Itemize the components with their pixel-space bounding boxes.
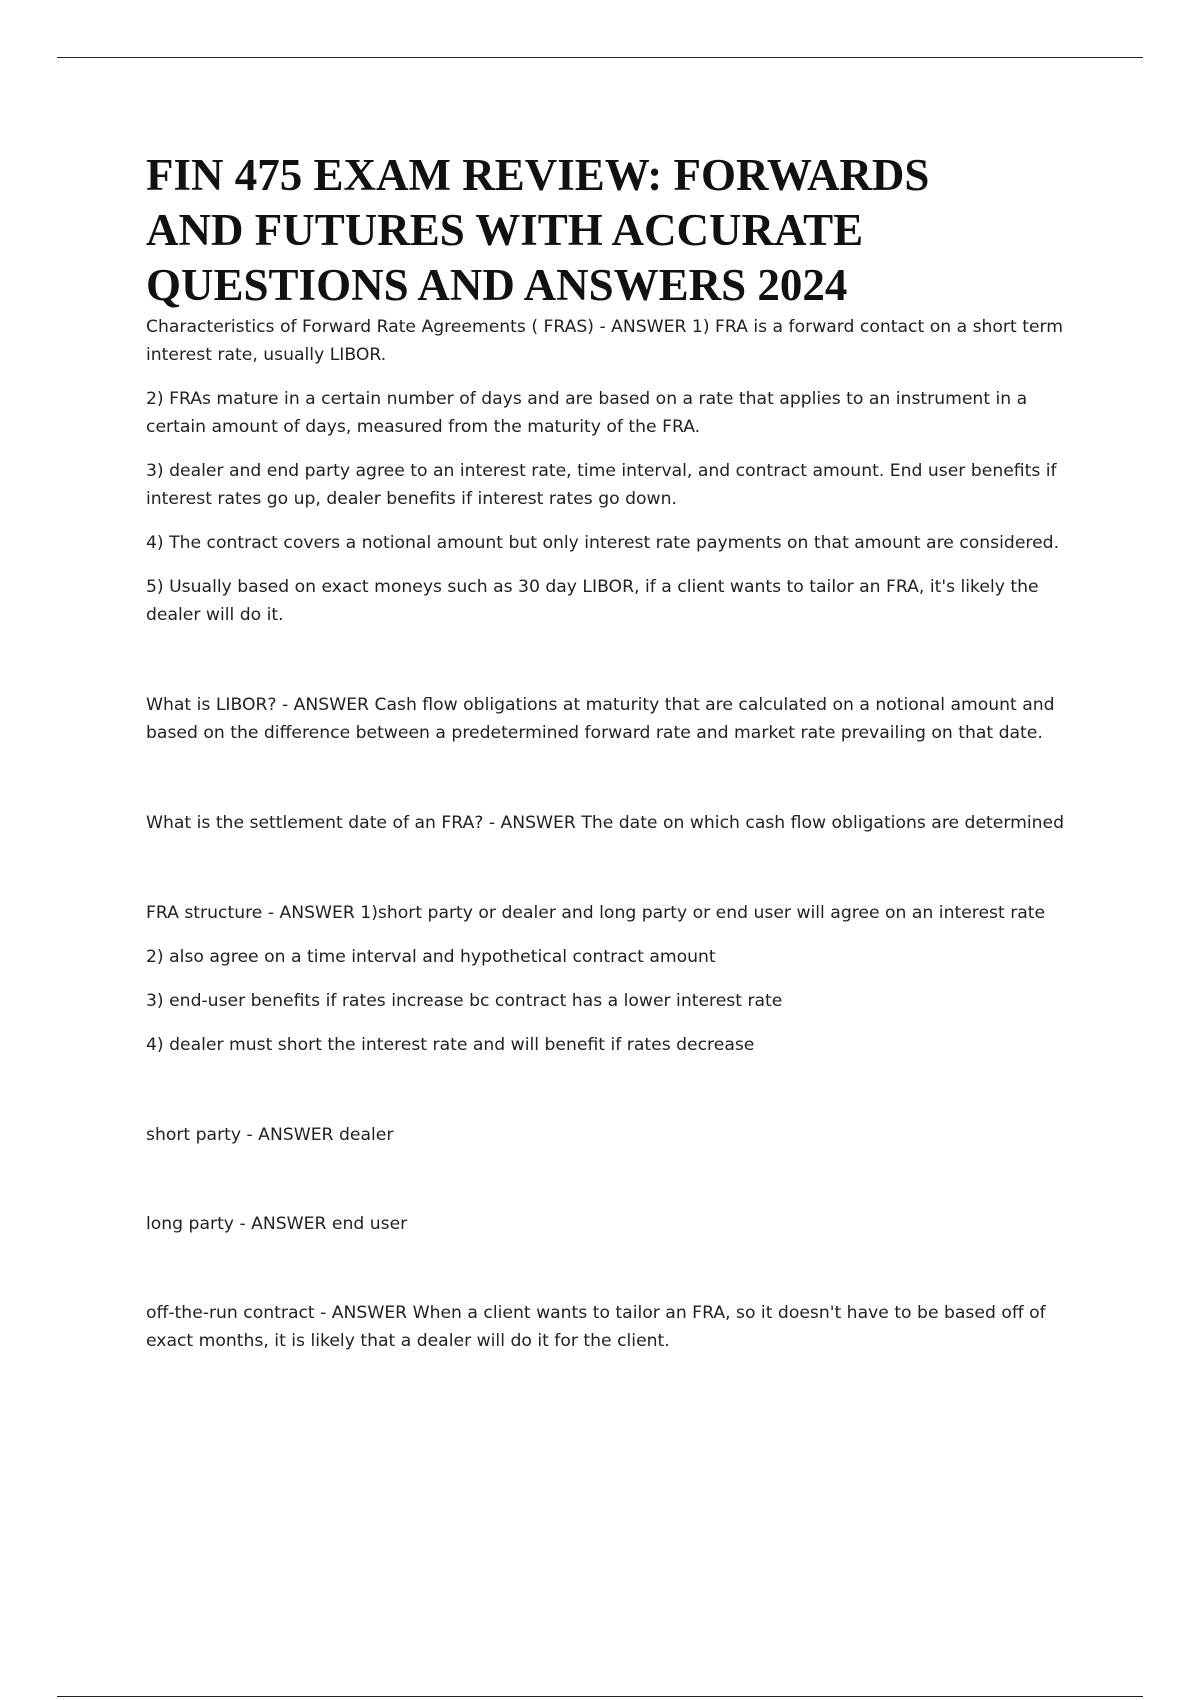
qa-fra-characteristics-3: 3) dealer and end party agree to an interest rate, time interval, and contract amount. End user benefits if interest rates go up, dealer benefits if interest rates go down. xyxy=(146,461,1057,509)
qa-fra-characteristics: Characteristics of Forward Rate Agreements ( FRAS) - ANSWER 1) FRA is a forward contact on a short term interest rate, usually LIBOR. xyxy=(146,317,1064,365)
qa-fra-structure: FRA structure - ANSWER 1)short party or dealer and long party or end user will agree on an interest rate xyxy=(146,903,1046,923)
top-rule xyxy=(57,57,1143,58)
qa-fra-characteristics-5: 5) Usually based on exact moneys such as 30 day LIBOR, if a client wants to tailor an FRA, it's likely the dealer will do it. xyxy=(146,577,1039,625)
qa-long-party: long party - ANSWER end user xyxy=(146,1214,408,1234)
qa-fra-characteristics-2: 2) FRAs mature in a certain number of days and are based on a rate that applies to an instrument in a certain amount of days, measured from the maturity of the FRA. xyxy=(146,389,1028,437)
document-title xyxy=(146,148,1091,313)
document-body xyxy=(146,148,1091,1355)
title-line-3: QUESTIONS AND ANSWERS 2024 xyxy=(146,260,848,310)
qa-what-is-libor: What is LIBOR? - ANSWER Cash flow obligations at maturity that are calculated on a notional amount and based on the difference between a predetermined forward rate and market rate prevailing on that date. xyxy=(146,695,1055,743)
title-line-2: AND FUTURES WITH ACCURATE xyxy=(146,205,864,255)
qa-fra-structure-3: 3) end-user benefits if rates increase bc contract has a lower interest rate xyxy=(146,991,783,1011)
qa-fra-structure-2: 2) also agree on a time interval and hypothetical contract amount xyxy=(146,947,716,967)
qa-fra-characteristics-4: 4) The contract covers a notional amount but only interest rate payments on that amount are considered. xyxy=(146,533,1060,553)
bottom-rule xyxy=(57,1696,1143,1697)
title-line-1: FIN 475 EXAM REVIEW: FORWARDS xyxy=(146,150,930,200)
qa-off-the-run-contract: off-the-run contract - ANSWER When a client wants to tailor an FRA, so it doesn't have to be based off of exact months, it is likely that a dealer will do it for the client. xyxy=(146,1303,1046,1351)
qa-fra-structure-4: 4) dealer must short the interest rate and will benefit if rates decrease xyxy=(146,1035,755,1055)
qa-short-party: short party - ANSWER dealer xyxy=(146,1125,394,1145)
qa-settlement-date: What is the settlement date of an FRA? - ANSWER The date on which cash flow obligations are determined xyxy=(146,813,1065,833)
